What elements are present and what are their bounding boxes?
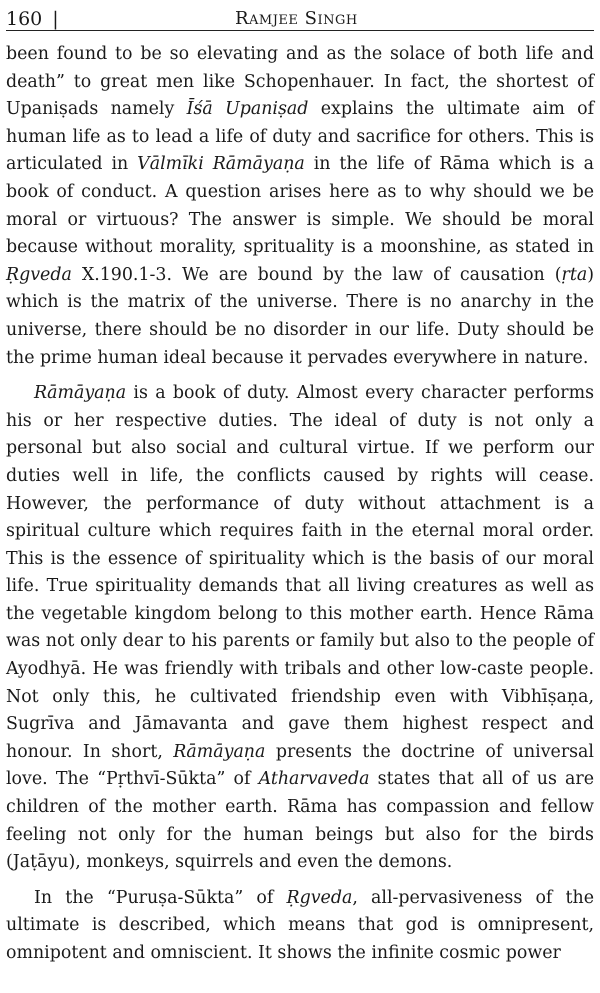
text-run: In the “Puruṣa-Sūkta” of (34, 887, 287, 908)
italic-text: Vālmīki Rāmāyaṇa (137, 154, 305, 175)
text-run: is a book of duty. Almost every character performs his or her respective duties. The ideal of duty is not only a personal but also social and cultural virtue. If we perform our duties well in life, the conflicts caused by rights will cease. However, the performance of duty without attachment is a spiritual culture which requires faith in the eternal moral order. This is the essence of spirituality which is the basis of our moral life. True spirituality demands that all living creatures as well as the vegetable kingdom belong to this mother earth. Hence Rāma was not only dear to his parents or family but also to the people of Ayodhyā. He was friendly with tribals and other low-caste people. Not only this, he cultivated friendship even with Vibhīṣaṇa, Sugrīva and Jāmavanta and gave them highest respect and honour. In short, (6, 383, 594, 762)
text-run: X.190.1-3. We are bound by the law of causation ( (71, 264, 562, 285)
text-run: been found to be so elevating and as the solace of both life and death” to great men like Schopenhauer. In fact, the shortest of Upaniṣads namely (6, 44, 594, 120)
page-header (6, 0, 594, 31)
italic-text: ṛta (561, 264, 588, 285)
text-run: , all-pervasiveness of the ultimate is described, which means that god is omnipresent, omnipotent and omniscient. It shows the infinite cosmic power (6, 887, 594, 963)
text-run: states that all of us are children of the mother earth. Rāma has compassion and fellow feeling not only for the human beings but also for the birds (Jaṭāyu), monkeys, squirrels and even the demons. (6, 769, 594, 873)
italic-text: Ṛgveda (6, 264, 72, 285)
italic-text: Rāmāyaṇa (173, 741, 266, 762)
running-head-author: Ramjee Singh (234, 8, 358, 29)
paragraph (6, 41, 594, 372)
page-number: 160 (6, 8, 43, 30)
text-run: explains the ultimate aim of human life as to lead a life of duty and sacrifice for others. This is articulated in (6, 99, 595, 175)
header-separator: | (52, 8, 59, 30)
italic-text: Atharvaveda (258, 769, 370, 790)
text-run: in the life of Rāma which is a book of conduct. A question arises here as to why should we be moral or virtuous? The answer is simple. We should be moral because without morality, sprituality is a moonshine, as stated in (6, 154, 594, 258)
paragraph (6, 885, 594, 968)
text-run: ) which is the matrix of the universe. There is no anarchy in the universe, there should be no disorder in our life. Duty should be the prime human ideal because it pervades everywhere in nature. (6, 264, 594, 368)
italic-text: Īśā Upaniṣad (186, 99, 309, 120)
body-text (6, 41, 594, 968)
italic-text: Rāmāyaṇa (34, 383, 127, 404)
text-run: presents the doctrine of universal love. The “Pṛthvī-Sūkta” of (6, 741, 594, 790)
italic-text: Ṛgveda (286, 887, 353, 908)
paragraph (6, 380, 594, 877)
